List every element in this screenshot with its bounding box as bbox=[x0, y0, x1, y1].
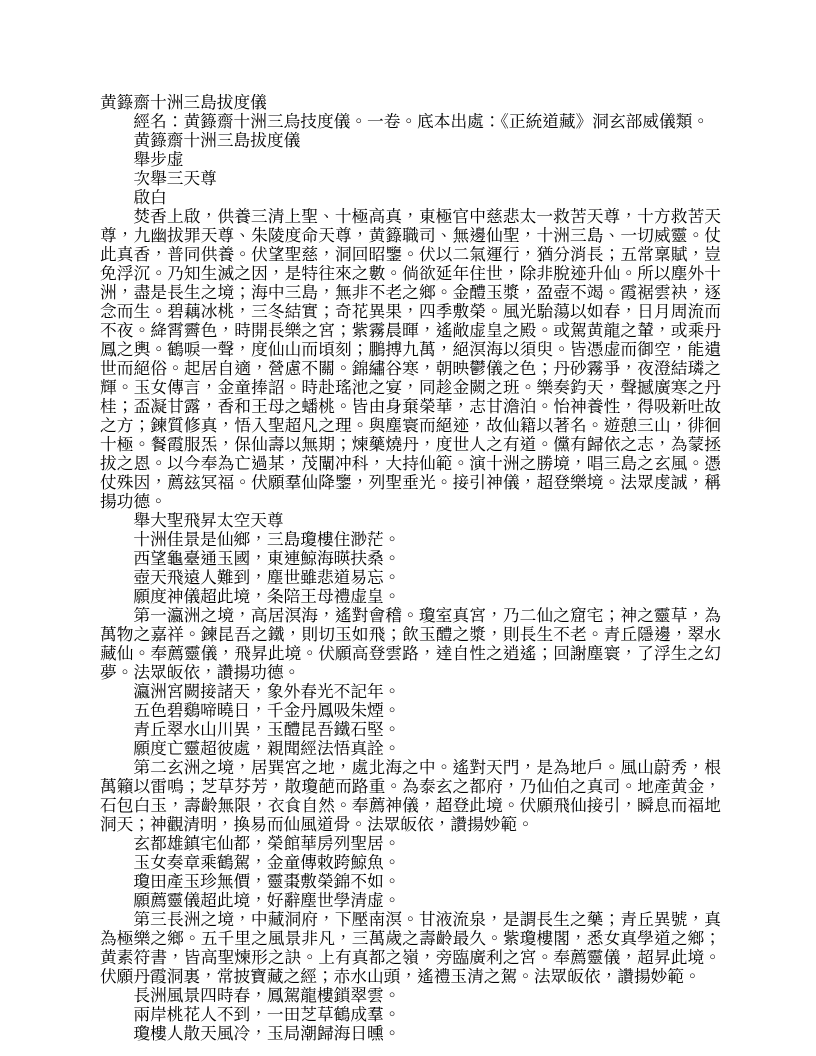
paragraph: 第二玄洲之境，居巽宮之地，處北海之中。遙對天門，是為地戶。風山蔚秀，根萬籟以雷鳴；芝草芬芳，散瓊葩而路重。為泰玄之都府，乃仙伯之真司。地產黄金，石包白玉，壽齡無限，衣食自然。奉薦神儀，超登此境。伏願飛仙接引，瞬息而福地洞天；神觀清明，換易而仙風道骨。法眾皈依，讚揚妙範。 bbox=[100, 758, 721, 834]
verse-line: 五色碧鷄啼曉日，千金丹鳳吸朱煙。 bbox=[133, 701, 401, 720]
verse-line: 西望龜臺通玉國，東連鯨海暎扶桑。 bbox=[133, 549, 401, 568]
rubric-line: 啟白 bbox=[133, 188, 167, 207]
verse-line: 瓊樓人散天風冷，玉局潮歸海日曛。 bbox=[133, 1024, 401, 1043]
verse-line: 瀛洲宮闕接諸天，象外春光不記年。 bbox=[133, 682, 401, 701]
verse-line: 兩岸桃花人不到，一田芝草鶴成羣。 bbox=[133, 1005, 401, 1024]
paragraph: 第一瀛洲之境，高居溟海，遙對會稽。瓊室真宮，乃二仙之窟宅；神之靈草，為萬物之嘉祥。鍊昆吾之鐵，則切玉如飛；飲玉醴之漿，則長生不老。青丘隱邊，翠水藏仙。奉薦靈儀，飛昇此境。伏願高登雲路，達自性之逍遙；回謝塵寰，了浮生之幻夢。法眾皈依，讚揚功德。 bbox=[100, 606, 721, 682]
verse-line: 長洲風景四時春，鳳駕龍樓鎖翠雲。 bbox=[133, 986, 401, 1005]
document-title: 黄籙齋十洲三島拔度儀 bbox=[100, 93, 267, 112]
verse-line: 玄都雄鎮宅仙都，榮館華房列聖居。 bbox=[133, 834, 401, 853]
meta-line: 經名：黄籙齋十洲三烏技度儀。一卷。底本出處：《正統道藏》洞玄部威儀類。 bbox=[133, 112, 710, 131]
verse-line: 瓊田產玉珍無價，靈棗敷榮錦不如。 bbox=[133, 872, 401, 891]
rubric-line: 舉步虚 bbox=[133, 150, 184, 169]
rubric-line: 舉大聖飛昇太空天尊 bbox=[133, 511, 284, 530]
verse-line: 願度亡靈超彼處，親聞經法悟真詮。 bbox=[133, 739, 401, 758]
paragraph: 焚香上啟，供養三清上聖、十極高真，東極官中慈悲太一救苦天尊，十方救苦天尊，九幽拔罪天尊、朱陵度命天尊，黄籙職司、無邊仙聖，十洲三島、一切威靈。仗此真香，普同供養。伏望聖慈，洞回昭鑒。伏以二氣運行，猶分消長；五常稟賦，豈免浮沉。乃知生滅之因，是特往來之數。倘欲延年住世，除非脫迹升仙。所以塵外十洲，盡是長生之境；海中三島，無非不老之鄉。金醴玉漿，盈壺不竭。霞裾雲袂，逐念而生。碧藕冰桃，三冬結實；奇花異果，四季敷榮。風光駘蕩以如春，日月周流而不夜。絳霄霽色，時開長樂之宮；紫霧晨暉，遙敞虚皇之殿。或駕黄龍之輦，或乘丹鳳之輿。鶴唳一聲，度仙山而頃刻；鵬搏九萬，絕溟海以須臾。皆憑虚而御空，能遺世而絕俗。起居自適，營慮不關。錦繡谷寒，朝映鬱儀之色；丹砂霧爭，夜澄結璘之輝。玉女傳言，金童捧詔。時赴瑤池之宴，同趁金闕之班。樂奏鈞天，聲撼廣寒之丹桂；盃凝甘露，香和王母之蟠桃。皆由身棄榮華，志甘澹泊。怡神養性，得吸新吐故之方；鍊質修真，悟入聖超凡之理。與塵寰而絕迹，故仙籍以著名。遊憩三山，徘徊十極。餐霞服炁，保仙壽以無期；煉藥燒丹，度世人之有道。儻有歸依之志，為蒙拯拔之恩。以今奉為亡過某，茂闡冲科，大持仙範。演十洲之勝境，唱三島之玄風。憑仗殊因，薦玆冥福。伏願羣仙降鑒，列聖垂光。接引神儀，超登樂境。法眾虔誠，稱揚功德。 bbox=[100, 207, 721, 511]
document-body bbox=[100, 93, 721, 1043]
verse-line: 壺天飛遠人難到，塵世雖悲道易忘。 bbox=[133, 568, 401, 587]
verse-line: 願度神儀超此境，条陪王母禮虚皇。 bbox=[133, 587, 401, 606]
rubric-line: 次舉三天尊 bbox=[133, 169, 217, 188]
verse-line: 願薦靈儀超此境，好辭塵世學清虚。 bbox=[133, 891, 401, 910]
verse-line: 十洲佳景是仙鄉，三島瓊樓住渺茫。 bbox=[133, 530, 401, 549]
rubric-line: 黄籙齋十洲三島拔度儀 bbox=[133, 131, 301, 150]
verse-line: 玉女奏章乘鶴駕，金童傳敕跨鯨魚。 bbox=[133, 853, 401, 872]
verse-line: 青丘翠水山川異，玉醴昆吾鐵石堅。 bbox=[133, 720, 401, 739]
paragraph: 第三長洲之境，中藏洞府，下壓南溟。甘液流泉，是謂長生之藥；青丘異號，真為極樂之鄉。五千里之風景非凡，三萬歲之壽齡最久。紫瓊樓閣，悉女真學道之鄉；黄素符書，皆高聖煉形之訣。上有真都之嶺，旁臨廣利之宮。奉薦靈儀，超昇此境。伏願丹霞洞裏，常披寶藏之經；赤水山頭，遙禮玉清之駕。法眾皈依，讚揚妙範。 bbox=[100, 910, 721, 986]
